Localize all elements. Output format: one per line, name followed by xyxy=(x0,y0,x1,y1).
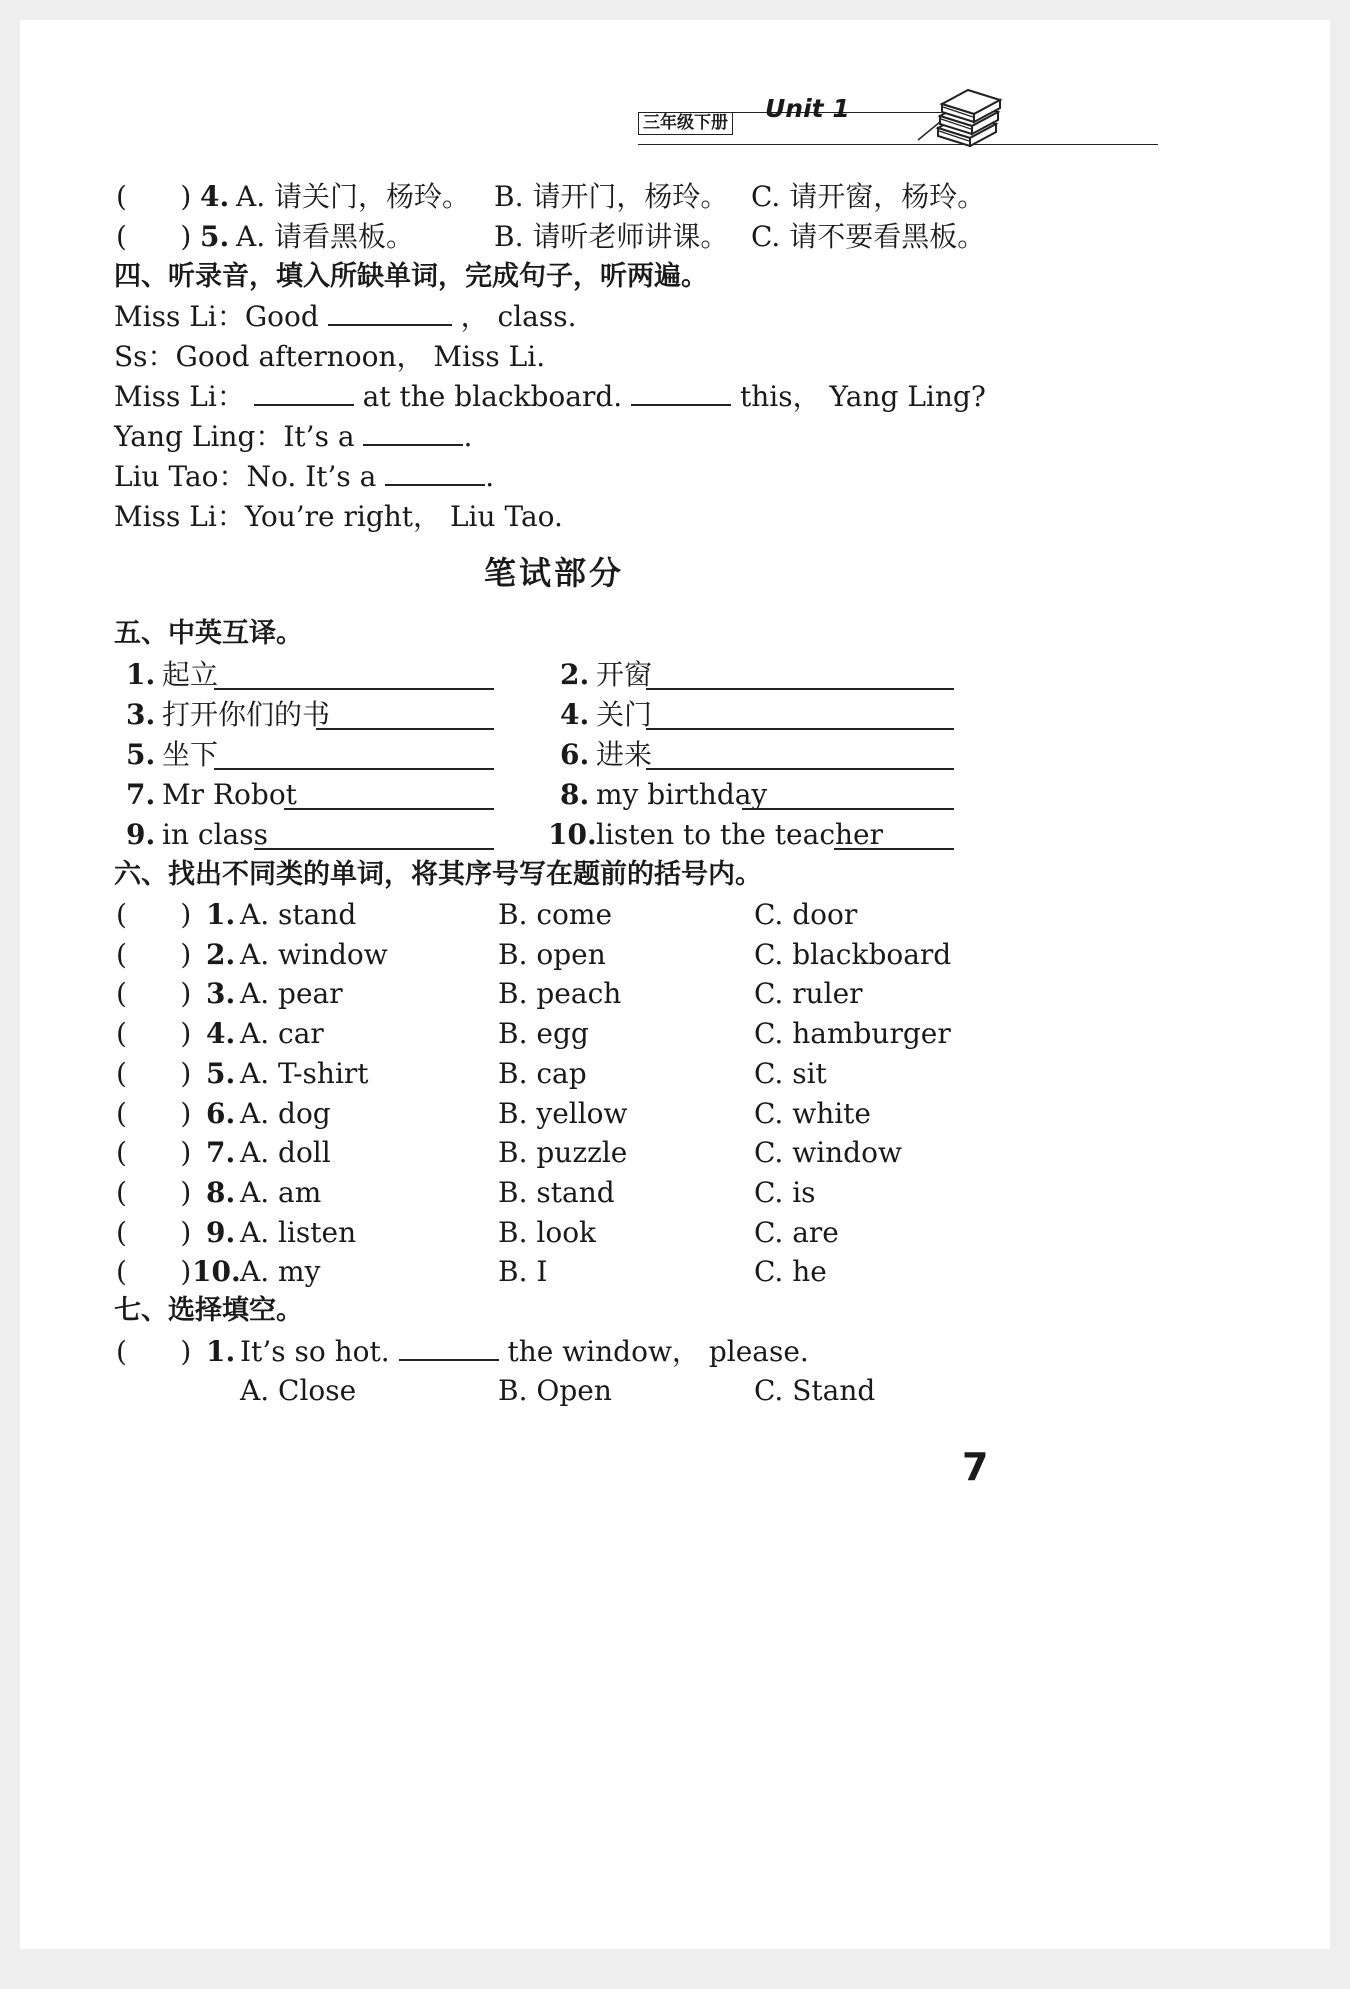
translate-prompt: listen to the teacher xyxy=(596,818,883,851)
translate-prompt: in class xyxy=(162,818,268,851)
dialogue-text: Miss Li：Good xyxy=(114,300,319,333)
option-c: C. Stand xyxy=(754,1374,876,1407)
question-part: It’s so hot. xyxy=(240,1335,390,1368)
answer-line[interactable] xyxy=(646,728,954,730)
question-text xyxy=(240,1335,809,1369)
fill-blank[interactable] xyxy=(254,380,354,406)
dialogue-line xyxy=(114,420,472,454)
dialogue-text: this， Yang Ling? xyxy=(739,380,986,413)
answer-bracket[interactable]: ( ) xyxy=(116,180,192,213)
option-a: A. Close xyxy=(240,1374,357,1407)
books-stack-icon xyxy=(910,82,1010,147)
answer-bracket[interactable]: ( ) xyxy=(116,1255,192,1289)
header-underline xyxy=(638,144,1158,145)
section-6-title: 六、找出不同类的单词，将其序号写在题前的括号内。 xyxy=(114,859,762,890)
item-number: 1. xyxy=(126,658,156,691)
option-a: A. 请关门，杨玲。 xyxy=(236,180,471,213)
answer-bracket[interactable]: ( ) xyxy=(116,977,192,1011)
fill-blank[interactable] xyxy=(385,460,485,486)
worksheet-page xyxy=(20,20,1330,1949)
header-unit-title: Unit 1 xyxy=(765,94,850,123)
option-b: B. 请听老师讲课。 xyxy=(494,220,729,253)
answer-bracket[interactable]: ( ) xyxy=(116,1175,192,1209)
item-number: 9. xyxy=(126,818,156,851)
option-c: C. window xyxy=(754,1136,902,1170)
item-number: 1. xyxy=(206,1335,236,1368)
item-number: 8. xyxy=(560,778,590,811)
item-number: 7. xyxy=(126,778,156,811)
answer-line[interactable] xyxy=(316,728,494,730)
option-b: B. yellow xyxy=(498,1096,628,1130)
option-b: B. peach xyxy=(498,977,622,1011)
item-number: 7. xyxy=(206,1136,236,1170)
option-b: B. stand xyxy=(498,1175,615,1209)
item-number: 6. xyxy=(560,738,590,771)
option-a: A. car xyxy=(240,1017,324,1051)
item-number: 4. xyxy=(206,1017,236,1051)
dialogue-text: Liu Tao：No. It’s a xyxy=(114,460,377,493)
item-number: 3. xyxy=(206,977,236,1011)
item-number: 5. xyxy=(206,1056,236,1090)
answer-bracket[interactable]: ( ) xyxy=(116,937,192,971)
translate-prompt: my birthday xyxy=(596,778,768,811)
item-number: 9. xyxy=(206,1215,236,1249)
item-number: 2. xyxy=(206,937,236,971)
translate-prompt: 进来 xyxy=(596,738,653,771)
item-number: 3. xyxy=(126,698,156,731)
item-number: 10. xyxy=(548,818,597,851)
dialogue-line: Ss：Good afternoon， Miss Li. xyxy=(114,340,546,373)
option-a: A. dog xyxy=(240,1096,331,1130)
option-c: C. blackboard xyxy=(754,937,952,971)
section-5-title: 五、中英互译。 xyxy=(114,618,303,649)
translate-prompt: 打开你们的书 xyxy=(162,698,331,731)
option-c: C. is xyxy=(754,1175,816,1209)
option-c: C. door xyxy=(754,898,858,931)
option-c: C. 请不要看黑板。 xyxy=(751,220,986,253)
answer-line[interactable] xyxy=(742,808,954,810)
item-number: 4. xyxy=(200,180,230,213)
answer-line[interactable] xyxy=(214,768,494,770)
dialogue-text: Miss Li： xyxy=(114,380,245,413)
fill-blank[interactable] xyxy=(631,380,731,406)
option-a: A. T-shirt xyxy=(240,1056,369,1090)
answer-line[interactable] xyxy=(284,808,494,810)
item-number: 2. xyxy=(560,658,590,691)
answer-bracket[interactable]: ( ) xyxy=(116,1215,192,1249)
section-4-title: 四、听录音，填入所缺单词，完成句子，听两遍。 xyxy=(114,261,708,292)
option-a: A. doll xyxy=(240,1136,331,1170)
item-number: 5. xyxy=(126,738,156,771)
dialogue-line: Miss Li：You’re right， Liu Tao. xyxy=(114,500,563,533)
item-number: 4. xyxy=(560,698,590,731)
item-number: 8. xyxy=(206,1175,236,1209)
translate-prompt: 坐下 xyxy=(162,738,219,771)
option-b: B. come xyxy=(498,898,613,931)
item-number: 10. xyxy=(192,1255,241,1289)
option-c: C. he xyxy=(754,1255,827,1289)
item-number: 1. xyxy=(206,898,236,931)
option-b: B. Open xyxy=(498,1374,612,1407)
dialogue-text: . xyxy=(463,420,473,453)
header-grade-label: 三年级下册 xyxy=(638,112,733,135)
option-b: B. egg xyxy=(498,1017,589,1051)
translate-prompt: 关门 xyxy=(596,698,653,731)
dialogue-text: ， class. xyxy=(460,300,577,333)
option-c: C. sit xyxy=(754,1056,827,1090)
option-b: B. look xyxy=(498,1215,597,1249)
answer-line[interactable] xyxy=(646,688,954,690)
option-a: A. listen xyxy=(240,1215,357,1249)
answer-bracket[interactable]: ( ) xyxy=(116,1056,192,1090)
answer-line[interactable] xyxy=(254,848,494,850)
fill-blank[interactable] xyxy=(399,1335,499,1361)
option-b: B. I xyxy=(498,1255,548,1289)
answer-bracket[interactable]: ( ) xyxy=(116,1017,192,1051)
option-c: C. hamburger xyxy=(754,1017,951,1051)
answer-bracket[interactable]: ( ) xyxy=(116,1096,192,1130)
option-c: C. are xyxy=(754,1215,839,1249)
option-c: C. ruler xyxy=(754,977,863,1011)
dialogue-line xyxy=(114,380,986,414)
question-part: the window， please. xyxy=(507,1335,809,1368)
answer-line[interactable] xyxy=(646,768,954,770)
translate-prompt: 起立 xyxy=(162,658,219,691)
item-number: 6. xyxy=(206,1096,236,1130)
option-b: B. cap xyxy=(498,1056,587,1090)
answer-line[interactable] xyxy=(214,688,494,690)
section-7-title: 七、选择填空。 xyxy=(114,1295,303,1326)
dialogue-text: at the blackboard. xyxy=(362,380,623,413)
translate-prompt: Mr Robot xyxy=(162,778,297,811)
item-number: 5. xyxy=(200,220,230,253)
answer-bracket[interactable]: ( ) xyxy=(116,220,192,253)
option-a: A. my xyxy=(240,1255,321,1289)
dialogue-text: . xyxy=(485,460,495,493)
option-b: B. puzzle xyxy=(498,1136,628,1170)
option-a: A. 请看黑板。 xyxy=(236,220,415,253)
answer-bracket[interactable]: ( ) xyxy=(116,898,192,931)
option-a: A. pear xyxy=(240,977,343,1011)
option-b: B. 请开门，杨玲。 xyxy=(494,180,729,213)
dialogue-text: Yang Ling：It’s a xyxy=(114,420,355,453)
option-c: C. white xyxy=(754,1096,872,1130)
answer-bracket[interactable]: ( ) xyxy=(116,1335,192,1368)
option-a: A. window xyxy=(240,937,388,971)
fill-blank[interactable] xyxy=(328,300,452,326)
dialogue-line xyxy=(114,460,494,494)
written-part-heading: 笔试部分 xyxy=(484,554,625,592)
answer-bracket[interactable]: ( ) xyxy=(116,1136,192,1170)
dialogue-line xyxy=(114,300,577,334)
option-a: A. am xyxy=(240,1175,322,1209)
translate-prompt: 开窗 xyxy=(596,658,653,691)
option-a: A. stand xyxy=(240,898,357,931)
page-number: 7 xyxy=(962,1445,989,1489)
option-c: C. 请开窗，杨玲。 xyxy=(751,180,986,213)
answer-line[interactable] xyxy=(834,848,954,850)
option-b: B. open xyxy=(498,937,606,971)
fill-blank[interactable] xyxy=(363,420,463,446)
